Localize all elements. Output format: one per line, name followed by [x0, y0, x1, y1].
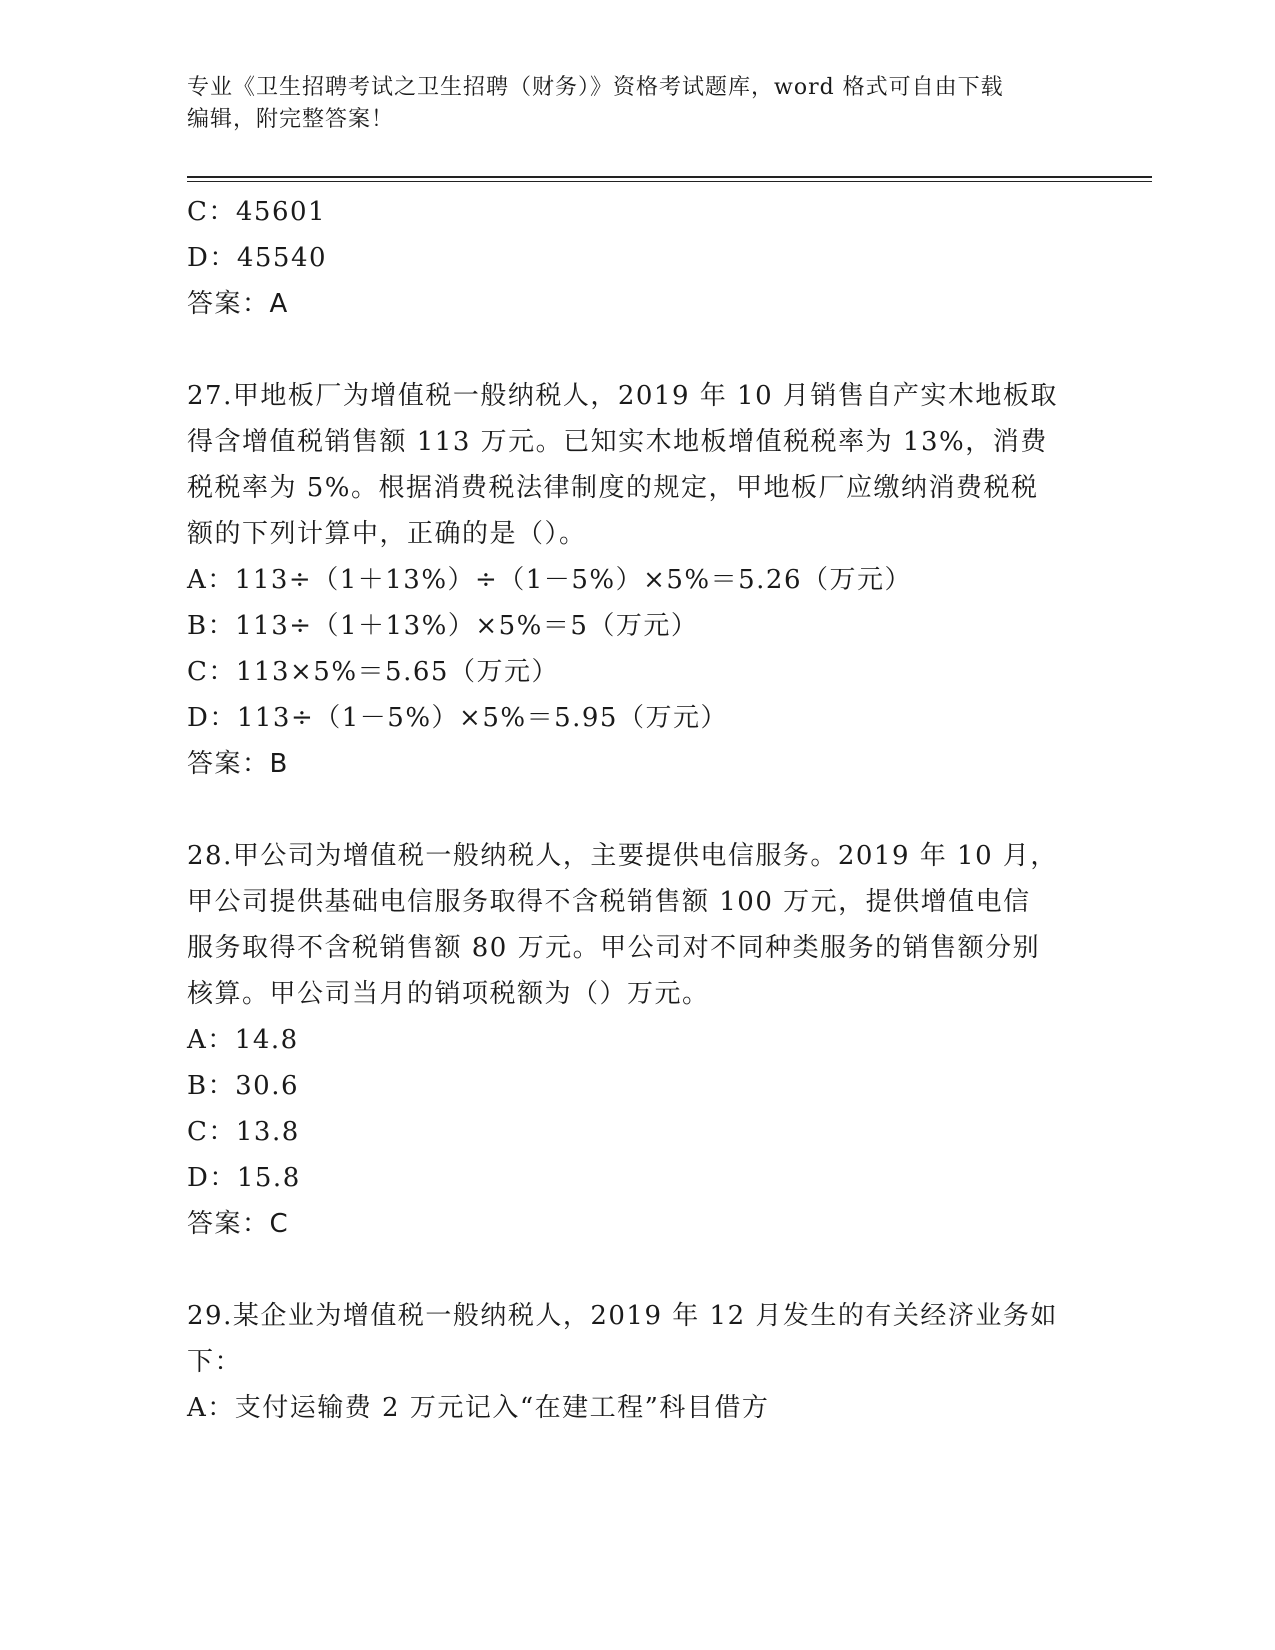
question-text-line: 税税率为 5%。根据消费税法律制度的规定，甲地板厂应缴纳消费税税: [187, 473, 1039, 503]
question-27: [187, 373, 1087, 787]
question-29: [187, 1293, 1087, 1431]
document-header: [187, 72, 1067, 136]
question-text-line: 得含增值税销售额 113 万元。已知实木地板增值税税率为 13%，消费: [187, 427, 1048, 457]
question-text-line: 28.甲公司为增值税一般纳税人，主要提供电信服务。2019 年 10 月，: [187, 841, 1058, 871]
spacer: [187, 327, 1087, 373]
question-text-line: 核算。甲公司当月的销项税额为（）万元。: [187, 979, 710, 1009]
question-text-line: 下：: [187, 1347, 243, 1377]
prev-question: [187, 189, 1087, 327]
option-b: B：113÷（1＋13%）×5%＝5（万元）: [187, 611, 699, 641]
option-c: C：113×5%＝5.65（万元）: [187, 657, 559, 687]
question-28: [187, 833, 1087, 1247]
question-text-line: 额的下列计算中，正确的是（）。: [187, 519, 587, 549]
header-line-2: 编辑，附完整答案！: [187, 107, 395, 132]
option-d: D：15.8: [187, 1163, 301, 1193]
option-b: B：30.6: [187, 1071, 299, 1101]
answer-label: 答案：B: [187, 749, 289, 779]
answer-label: 答案：A: [187, 289, 289, 319]
answer-label: 答案：C: [187, 1209, 290, 1239]
question-text-line: 27.甲地板厂为增值税一般纳税人，2019 年 10 月销售自产实木地板取: [187, 381, 1058, 411]
option-a: A：113÷（1＋13%）÷（1－5%）×5%＝5.26（万元）: [187, 565, 913, 595]
question-text-line: 甲公司提供基础电信服务取得不含税销售额 100 万元，提供增值电信: [187, 887, 1031, 917]
header-rule-bottom: [187, 181, 1152, 182]
option-a: A：14.8: [187, 1025, 299, 1055]
option-a: A：支付运输费 2 万元记入“在建工程”科目借方: [187, 1393, 770, 1423]
header-rule-top: [187, 176, 1152, 178]
header-line-1: 专业《卫生招聘考试之卫生招聘（财务）》资格考试题库，word 格式可自由下载: [187, 75, 1004, 100]
spacer: [187, 1247, 1087, 1293]
question-text-line: 服务取得不含税销售额 80 万元。甲公司对不同种类服务的销售额分别: [187, 933, 1041, 963]
spacer: [187, 787, 1087, 833]
option-d: D：113÷（1－5%）×5%＝5.95（万元）: [187, 703, 728, 733]
option-d: D：45540: [187, 243, 328, 273]
option-c: C：13.8: [187, 1117, 300, 1147]
document-body: [187, 189, 1087, 1431]
option-c: C：45601: [187, 197, 327, 227]
question-text-line: 29.某企业为增值税一般纳税人，2019 年 12 月发生的有关经济业务如: [187, 1301, 1058, 1331]
